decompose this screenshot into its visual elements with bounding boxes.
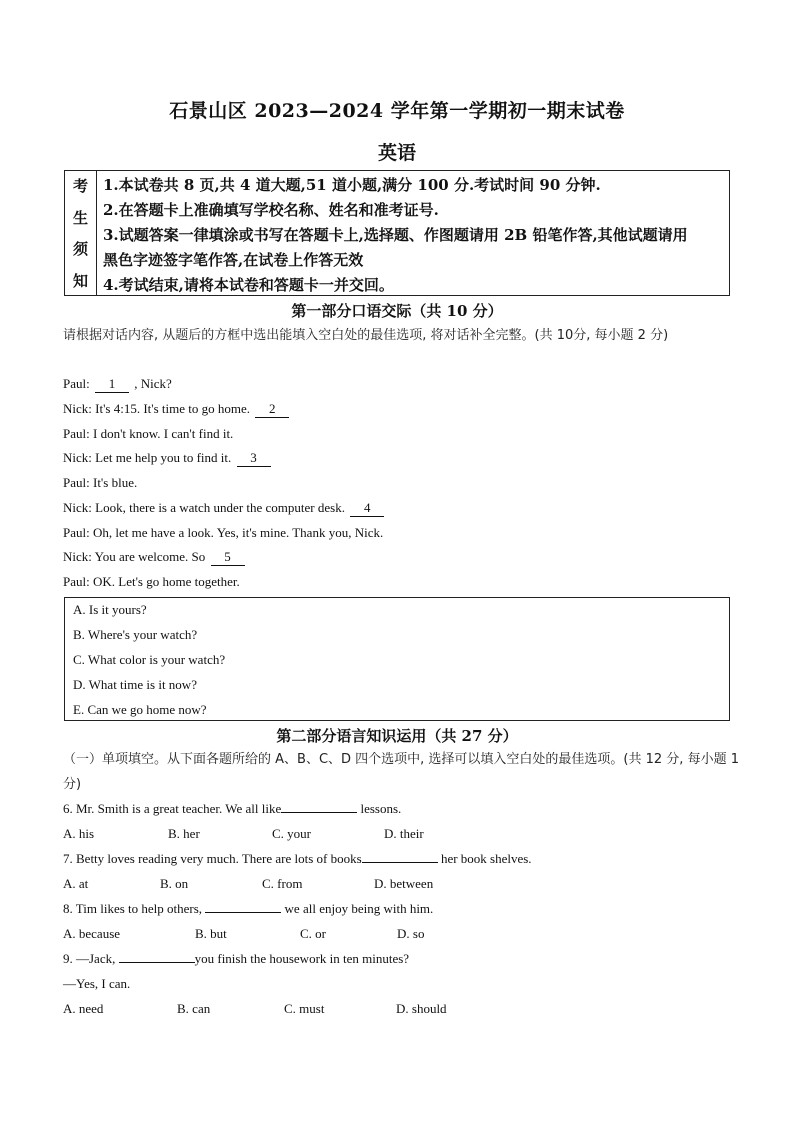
- notice-item: 2.在答题卡上准确填写学校名称、姓名和准考证号.: [103, 201, 439, 219]
- question-text: 7. Betty loves reading very much. There are lots of books: [63, 851, 362, 866]
- dialogue-line: [63, 450, 273, 467]
- question-text: 6. Mr. Smith is a great teacher. We all like: [63, 801, 282, 816]
- dialogue-line: [63, 475, 137, 491]
- answer-blank: [281, 801, 357, 813]
- answer-choice: B. her: [168, 826, 200, 841]
- dialogue-text: I don't know. I can't find it.: [92, 425, 234, 441]
- notice-item: 1.本试卷共 8 页,共 4 道大题,51 道小题,满分 100 分.考试时间 90 分钟.: [103, 176, 601, 194]
- dialogue-text: It's 4:15. It's time to go home.: [95, 400, 254, 416]
- answer-choice: A. because: [63, 926, 121, 941]
- dialogue-text: Oh, let me have a look. Yes, it's mine. Thank you, Nick.: [92, 524, 384, 540]
- answer-choice: D. their: [384, 826, 424, 841]
- notice-item: 3.试题答案一律填涂或书写在答题卡上,选择题、作图题请用 2B 铅笔作答,其他试题请用: [103, 226, 688, 244]
- notice-item: 4.考试结束,请将本试卷和答题卡一并交回。: [103, 276, 394, 294]
- dialogue-line: [63, 401, 291, 418]
- dialogue-text: , Nick?: [130, 376, 172, 391]
- notice-box: [64, 170, 730, 296]
- answer-choice: D. so: [397, 926, 425, 941]
- answer-blank: 4: [350, 500, 384, 517]
- question-stem: [63, 901, 433, 917]
- dialogue-text: You are welcome. So: [94, 549, 209, 565]
- part2-instruction: （一）单项填空。从下面各题所给的 A、B、C、D 四个选项中, 选择可以填入空白处的最佳选项。(共 12 分, 每小题 1 分): [63, 752, 739, 792]
- notice-item: 黑色字迹签字笔作答,在试卷上作答无效: [103, 251, 364, 269]
- notice-label-char: 考: [72, 177, 88, 195]
- answer-choice: B. can: [177, 1001, 211, 1016]
- speaker-label: Paul:: [63, 475, 93, 490]
- notice-label: [65, 171, 97, 295]
- answer-blank: 1: [95, 376, 129, 393]
- question-stem: [63, 851, 532, 867]
- question-text: 8. Tim likes to help others,: [63, 901, 206, 916]
- part1-instruction: 请根据对话内容, 从题后的方框中选出能填入空白处的最佳选项, 将对话补全完整。(共 10分, 每小题 2 分): [63, 328, 669, 343]
- question-stem: [63, 951, 409, 967]
- option-item: E. Can we go home now?: [73, 702, 207, 717]
- answer-choice: C. must: [284, 1001, 325, 1016]
- speaker-label: Nick:: [63, 400, 96, 416]
- answer-choice: D. should: [396, 1001, 447, 1016]
- notice-label-char: 生: [72, 208, 88, 227]
- option-item: A. Is it yours?: [73, 602, 147, 617]
- dialogue-line: [63, 525, 383, 541]
- question-stem: [63, 801, 401, 817]
- speaker-label: Nick:: [63, 450, 96, 466]
- exam-title: 石景山区 2023—2024 学年第一学期初一期末试卷: [169, 100, 625, 122]
- question-text: we all enjoy being with him.: [281, 901, 434, 916]
- part2-heading: 第二部分语言知识运用（共 27 分）: [276, 727, 518, 745]
- question-text: her book shelves.: [437, 851, 532, 866]
- answer-blank: 3: [237, 450, 271, 467]
- dialogue-line: [63, 376, 172, 393]
- speaker-label: Nick:: [63, 549, 95, 565]
- answer-choice: D. between: [374, 876, 434, 891]
- options-box: [64, 597, 730, 721]
- answer-choice: B. but: [195, 926, 227, 941]
- dialogue-line: [63, 574, 240, 590]
- speaker-label: Paul:: [63, 574, 93, 589]
- notice-label-char: 须: [72, 240, 88, 259]
- subject-title: 英语: [377, 142, 416, 164]
- option-item: D. What time is it now?: [73, 677, 197, 692]
- speaker-label: Paul:: [63, 524, 93, 540]
- answer-blank: [119, 951, 195, 963]
- answer-choice: C. from: [262, 876, 303, 891]
- question-text: 9. —Jack,: [63, 951, 119, 966]
- option-item: B. Where's your watch?: [73, 627, 198, 642]
- question-response: —Yes, I can.: [63, 976, 131, 991]
- dialogue-text: OK. Let's go home together.: [92, 574, 240, 589]
- option-item: C. What color is your watch?: [73, 652, 226, 667]
- speaker-label: Paul:: [63, 376, 93, 391]
- answer-blank: [362, 851, 438, 863]
- answer-choice: B. on: [160, 876, 189, 891]
- answer-choice: C. or: [300, 926, 326, 941]
- dialogue-text: Let me help you to find it.: [95, 450, 235, 466]
- answer-blank: 5: [211, 549, 245, 566]
- dialogue-text: It's blue.: [92, 475, 138, 490]
- question-text: lessons.: [357, 801, 402, 816]
- speaker-label: Nick:: [63, 499, 96, 515]
- question-text: you finish the housework in ten minutes?: [194, 951, 410, 966]
- dialogue-line: [63, 426, 233, 442]
- answer-choice: A. at: [63, 876, 89, 891]
- answer-choice: C. your: [272, 826, 311, 841]
- dialogue-line: [63, 500, 386, 517]
- answer-choice: A. his: [63, 826, 95, 841]
- speaker-label: Paul:: [63, 425, 93, 441]
- notice-items: [97, 171, 729, 295]
- dialogue-text: Look, there is a watch under the computer desk.: [95, 499, 349, 515]
- answer-blank: 2: [255, 401, 289, 418]
- dialogue-line: [63, 549, 247, 566]
- part1-heading: 第一部分口语交际（共 10 分）: [291, 302, 503, 320]
- notice-label-char: 知: [72, 271, 88, 290]
- answer-blank: [205, 901, 281, 913]
- answer-choice: A. need: [63, 1001, 104, 1016]
